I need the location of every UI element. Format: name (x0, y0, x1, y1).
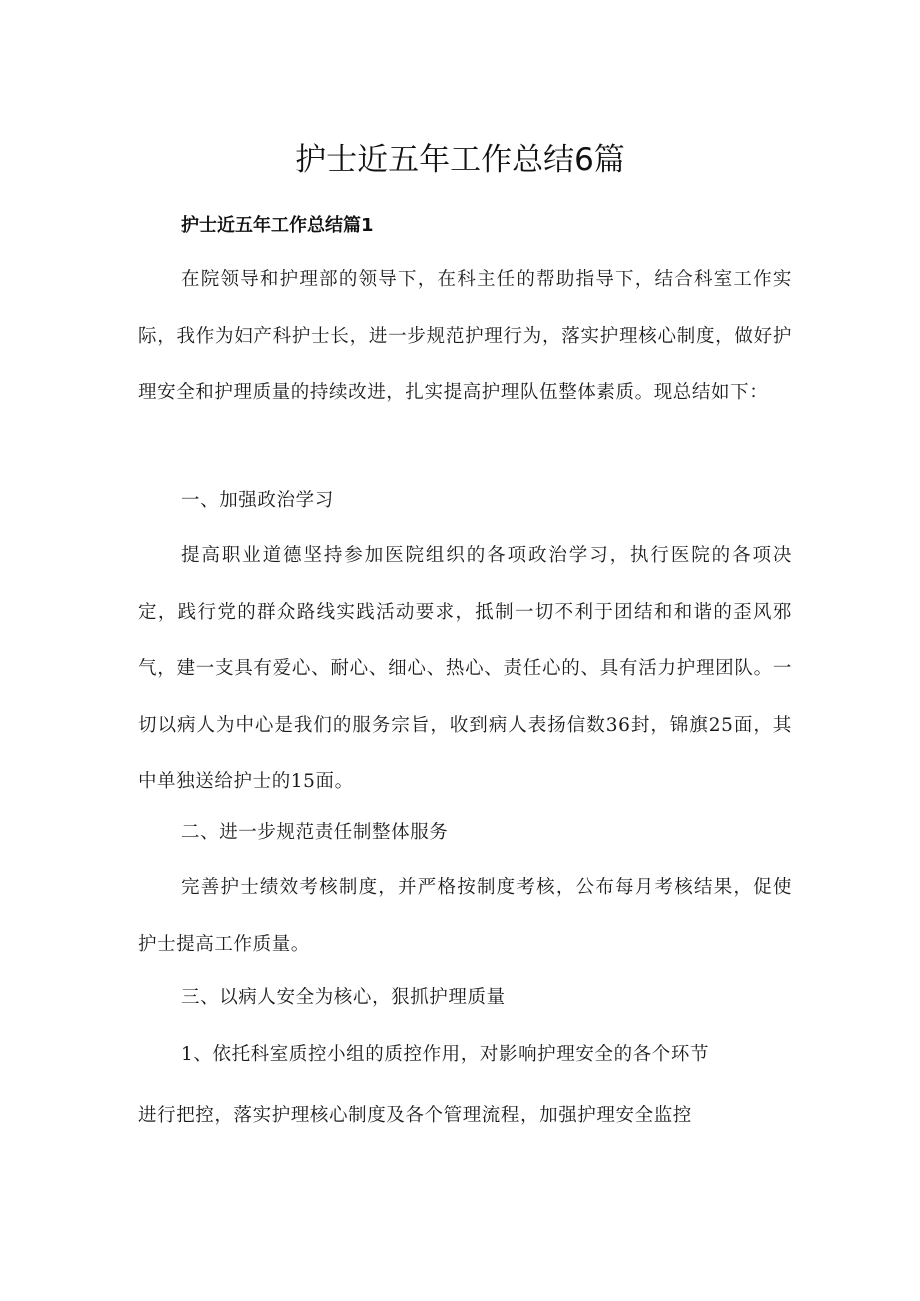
heading-patient-safety: 三、以病人安全为核心，狠抓护理质量 (181, 987, 506, 1008)
political-study-paragraph: 提高职业道德坚持参加医院组织的各项政治学习，执行医院的各项决定，践行党的群众路线实践活动要求，抵制一切不利于团结和和谐的歪风邪气，建一支具有爱心、耐心、细心、热心、责任心的、具有活力护理团队。一切以病人为中心是我们的服务宗旨，收到病人表扬信数36封，锦旗25面，其中单独送给护士的15面。 (138, 545, 792, 792)
responsibility-paragraph: 完善护士绩效考核制度，并严格按制度考核，公布每月考核结果，促使护士提高工作质量。 (138, 877, 792, 955)
patient-safety-line-1: 1、依托科室质控小组的质控作用，对影响护理安全的各个环节 (181, 1044, 710, 1065)
section-subtitle: 护士近五年工作总结篇1 (181, 215, 374, 236)
heading-political-study: 一、加强政治学习 (181, 490, 334, 511)
heading-responsibility-service: 二、进一步规范责任制整体服务 (181, 822, 449, 843)
intro-paragraph: 在院领导和护理部的领导下，在科主任的帮助指导下，结合科室工作实际，我作为妇产科护士长，进一步规范护理行为，落实护理核心制度，做好护理安全和护理质量的持续改进，扎实提高护理队伍整体素质。现总结如下： (138, 269, 792, 403)
document-title: 护士近五年工作总结6篇 (295, 142, 625, 178)
patient-safety-line-2: 进行把控，落实护理核心制度及各个管理流程，加强护理安全监控 (138, 1105, 692, 1126)
